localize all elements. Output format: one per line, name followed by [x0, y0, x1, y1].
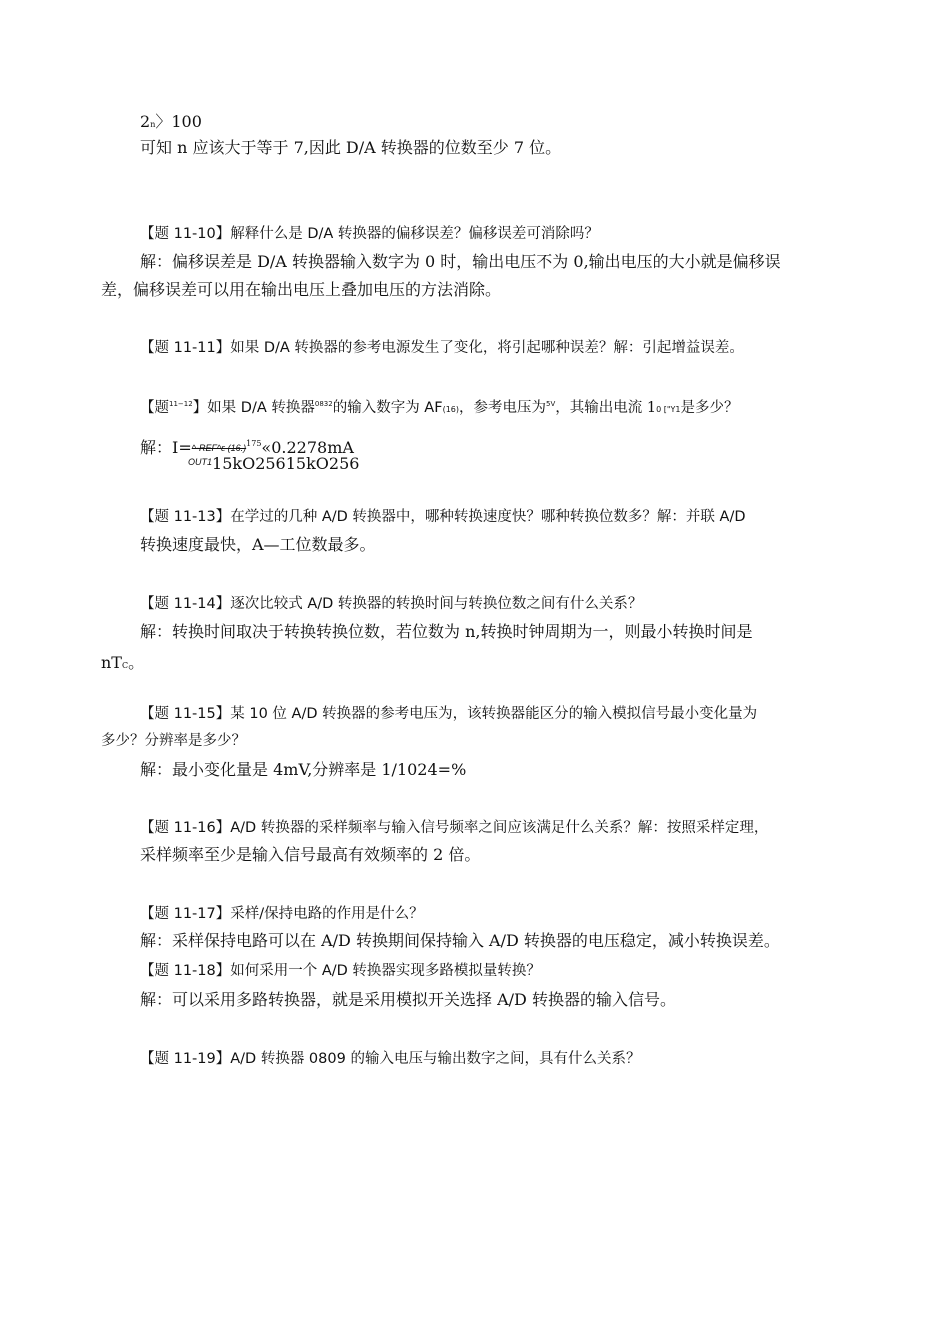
q12-part-b: 】如果 D/A 转换器 [192, 400, 315, 416]
question-11-18: 【题 11-18】如何采用一个 A/D 转换器实现多路模拟量转换？ [140, 963, 541, 979]
a14-sub: C [121, 661, 129, 670]
question-11-13-line1: 【题 11-13】在学过的几种 A/D 转换器中，哪种转换速度快？哪种转换位数多？解：并联 A/D [140, 509, 746, 525]
a12-out-label: OUT1 [188, 457, 213, 467]
inequality-line [140, 112, 202, 135]
question-11-13-line2: 转换速度最快，A—工位数最多。 [140, 535, 376, 554]
a12-sup: 175 [246, 439, 262, 448]
q12-part-a: 【题 [140, 400, 169, 416]
q12-part-c: 的输入数字为 AF [332, 400, 443, 416]
conclusion-line: 可知 n 应该大于等于 7,因此 D/A 转换器的位数至少 7 位。 [140, 138, 562, 157]
q12-sup-voltage: 5V [546, 400, 556, 408]
a12-result: «0.2278mA [261, 438, 354, 457]
a14-period: 。 [128, 653, 145, 672]
q12-part-e: ，其输出电流 1 [555, 400, 657, 416]
answer-11-14-line1: 解：转换时间取决于转换转换位数，若位数为 n,转换时钟周期为一，则最小转换时间是 [140, 622, 753, 641]
q12-sup-number: 11−12 [169, 400, 193, 408]
answer-11-12-denominator [188, 452, 359, 474]
answer-11-18: 解：可以采用多路转换器，就是采用模拟开关选择 A/D 转换器的输入信号。 [140, 990, 676, 1009]
question-11-15-line1: 【题 11-15】某 10 位 A/D 转换器的参考电压为，该转换器能区分的输入模拟信号最小变化量为 [140, 706, 758, 722]
question-11-10: 【题 11-10】解释什么是 D/A 转换器的偏移误差？偏移误差可消除吗？ [140, 226, 599, 242]
a14-nt: nT [101, 653, 122, 672]
q12-sub-current: 0 ["Y1 [656, 405, 681, 414]
question-11-17: 【题 11-17】采样/保持电路的作用是什么？ [140, 906, 424, 922]
question-11-11: 【题 11-11】如果 D/A 转换器的参考电源发生了变化，将引起哪种误差？解：引起增益误差。 [140, 340, 744, 356]
answer-11-10-line2: 差，偏移误差可以用在输出电压上叠加电压的方法消除。 [101, 280, 502, 299]
question-11-19: 【题 11-19】A/D 转换器 0809 的输入电压与输出数字之间，具有什么关系？ [140, 1051, 641, 1067]
q12-part-d: ，参考电压为 [459, 400, 546, 416]
answer-11-17: 解：采样保持电路可以在 A/D 转换期间保持输入 A/D 转换器的电压稳定，减小转换误差。 [140, 931, 780, 950]
answer-11-10-line1: 解：偏移误差是 D/A 转换器输入数字为 0 时，输出电压不为 0,输出电压的大小就是偏移误 [140, 252, 781, 271]
question-11-15-line2: 多少？分辨率是多少？ [101, 733, 246, 749]
a12-lhs: 解：I= [140, 438, 192, 457]
q12-sub-radix: (16) [442, 405, 459, 414]
inequality-rest: 〉100 [155, 112, 202, 131]
question-11-16-line1: 【题 11-16】A/D 转换器的采样频率与输入信号频率之间应该满足什么关系？解：按照采样定理， [140, 820, 769, 836]
question-11-14: 【题 11-14】逐次比较式 A/D 转换器的转换时间与转换位数之间有什么关系？ [140, 596, 643, 612]
question-11-16-line2: 采样频率至少是输入信号最高有效频率的 2 倍。 [140, 845, 481, 864]
a12-fraction-numerator: ^-REF^ε (16.) [191, 443, 247, 453]
answer-11-14-line2 [101, 653, 144, 676]
q12-part-f: 是多少？ [680, 400, 739, 416]
answer-11-15: 解：最小变化量是 4mV,分辨率是 1/1024=% [140, 760, 467, 779]
inequality-subscript: n [150, 120, 156, 129]
q12-sup-model: 0832 [314, 400, 333, 408]
inequality-base: 2 [140, 112, 151, 131]
a12-denominator-text: 15kO25615kO256 [212, 454, 360, 473]
question-11-12 [140, 394, 739, 420]
